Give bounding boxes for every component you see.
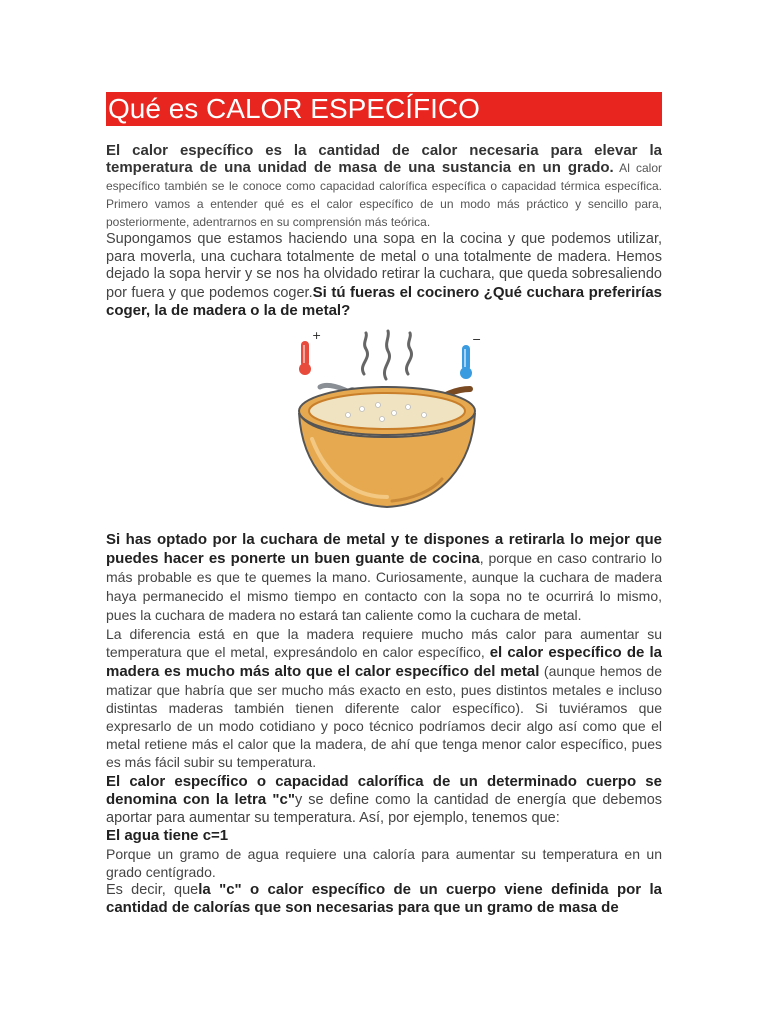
- difference-text-a: La diferencia está en que la madera requiere mucho más calor para aumentar su temperatura que el metal, expresándolo en calor específico,: [106, 625, 662, 660]
- final-paragraph: [106, 881, 662, 917]
- hot-sign: +: [312, 328, 322, 342]
- water-heading: El agua tiene c=1: [106, 826, 229, 844]
- soup-pot-illustration: [106, 329, 662, 529]
- intro-bold-lead: El calor específico es la cantidad de calor necesaria para elevar la temperatura de una unidad de masa de una sustancia en un grado.: [106, 142, 662, 176]
- difference-bold: el calor específico de la madera es mucho más alto que el calor específico del metal: [106, 643, 662, 680]
- difference-text-b: (aunque hemos de matizar que habría que ser mucho más exacto en esto, pues distintos metales e incluso distintas maderas también tienen diferente calor específico). Si tuviéramos que expresarlo de un modo cotidiano y poco técnico podríamos decir algo así como que el metal retiene más el calor que la madera, de ahí que tenga menor calor específico, pues es más fácil subir su temperatura.: [106, 662, 662, 770]
- page-title: Qué es CALOR ESPECÍFICO: [108, 93, 480, 124]
- metal-spoon-paragraph: [106, 531, 662, 625]
- soup-paragraph: [106, 231, 662, 321]
- title-banner: [106, 92, 662, 126]
- metal-bold-lead: Si has optado por la cuchara de metal y te dispones a retirarla lo mejor que puedes hacer es ponerte un buen guante de cocina: [106, 530, 662, 567]
- soup-question: Si tú fueras el cocinero ¿Qué cuchara preferirías coger, la de madera o la de metal?: [106, 283, 663, 319]
- hot-thermometer-icon: [299, 329, 321, 375]
- final-bold: la "c" o calor específico de un cuerpo viene definida por la cantidad de calorías que son necesarias para que un gramo de masa de: [106, 880, 663, 916]
- cold-thermometer-icon: [460, 333, 481, 379]
- article-body: [106, 142, 662, 917]
- water-paragraph: Porque un gramo de agua requiere una caloría para aumentar su temperatura en un grado centígrado.: [106, 845, 662, 880]
- pot-icon: [299, 387, 475, 507]
- definition-bold: El calor específico o capacidad calorífica de un determinado cuerpo se denomina con la letra "c": [106, 772, 662, 808]
- final-text: Es decir, que: [106, 881, 199, 898]
- definition-paragraph: [106, 773, 662, 827]
- intro-paragraph: [106, 142, 662, 231]
- difference-paragraph: [106, 625, 662, 771]
- steam-icon: [362, 331, 411, 379]
- intro-small-text: Al calor específico también se le conoce como capacidad calorífica específica o capacidad térmica específica. Primero vamos a entender qué es el calor específico de un modo más práctico y sencillo para, posteriormente, adentrarnos en su comprensión más teórica.: [106, 161, 663, 229]
- soup-text: Supongamos que estamos haciendo una sopa en la cocina y que podemos utilizar, para moverla, una cuchara totalmente de metal o una totalmente de madera. Hemos dejado la sopa hervir y se nos ha olvidado retirar la cuchara, que queda sobresaliendo por fuera y que podemos coger.: [106, 231, 662, 301]
- soup-pot-image: [282, 329, 492, 519]
- cold-sign: −: [472, 332, 482, 346]
- metal-text: , porque en caso contrario lo más probable es que te quemes la mano. Curiosamente, aunque la cuchara de madera haya permanecido el mismo tiempo en contacto con la sopa no te ocurrirá lo mismo, pues la cuchara de madera no estará tan caliente como la cuchara de metal.: [106, 549, 662, 623]
- definition-text: y se define como la cantidad de energía que debemos aportar para aumentar su temperatura. Así, por ejemplo, tenemos que:: [106, 791, 663, 826]
